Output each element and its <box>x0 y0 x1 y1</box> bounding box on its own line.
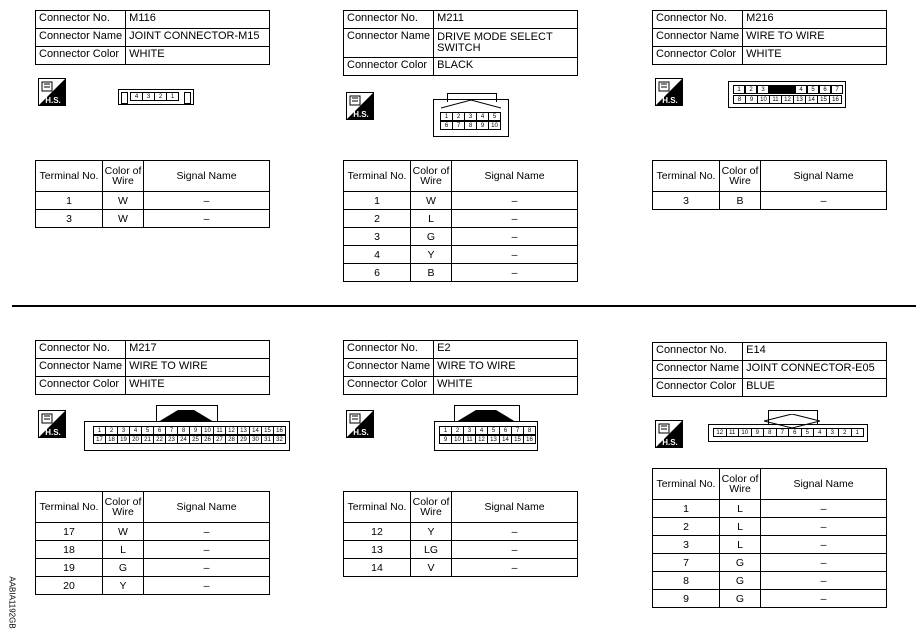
pin-cell: 15 <box>817 95 830 104</box>
pinout-m217 <box>84 405 290 451</box>
wire-color-cell: L <box>103 541 144 559</box>
pin-cell <box>769 85 795 94</box>
terminal-no-cell: 2 <box>344 210 411 228</box>
connector-color-value: WHITE <box>126 377 270 395</box>
terminal-no-cell: 3 <box>653 536 720 554</box>
pin-cell: 11 <box>726 428 740 437</box>
connector-no-value: E14 <box>743 343 887 361</box>
pin-cell: 7 <box>452 121 465 130</box>
signal-name-cell: – <box>144 523 270 541</box>
terminal-no-cell: 9 <box>653 590 720 608</box>
pin-cell: 16 <box>523 435 536 444</box>
pin-cell: 25 <box>189 435 202 444</box>
pin-cell: 12 <box>713 428 727 437</box>
signal-name-cell: – <box>144 210 270 228</box>
col-signal-name: Signal Name <box>452 161 578 192</box>
pin-cell: 23 <box>165 435 178 444</box>
table-row <box>344 192 578 210</box>
connector-no-value: M217 <box>126 341 270 359</box>
signal-name-cell: – <box>452 559 578 577</box>
pin-cell: 13 <box>487 435 500 444</box>
pin-cell: 12 <box>781 95 794 104</box>
pin-cell: 3 <box>826 428 840 437</box>
table-row <box>344 210 578 228</box>
pin-cell: 14 <box>249 426 262 435</box>
terminal-no-cell: 12 <box>344 523 411 541</box>
signal-name-cell: – <box>761 500 887 518</box>
connector-name-value: WIRE TO WIRE <box>434 359 578 377</box>
pin-cell: 8 <box>177 426 190 435</box>
pin-cell: 1 <box>93 426 106 435</box>
signal-name-cell: – <box>452 264 578 282</box>
wire-color-cell: W <box>103 210 144 228</box>
pin-cell: 11 <box>463 435 476 444</box>
col-color-of-wire: Color of Wire <box>411 161 452 192</box>
pin-cell: 18 <box>105 435 118 444</box>
latch-right <box>184 92 191 104</box>
wire-color-cell: L <box>720 536 761 554</box>
wire-color-cell: B <box>411 264 452 282</box>
pinout-m211 <box>433 93 509 137</box>
pin-cell: 11 <box>213 426 226 435</box>
pin-cell: 4 <box>129 426 142 435</box>
pin-cell: 10 <box>201 426 214 435</box>
figure-id: AABIA1192GB <box>7 576 17 629</box>
table-row <box>653 590 887 608</box>
terminal-table-m216 <box>652 160 887 210</box>
wire-color-cell: W <box>103 523 144 541</box>
pin-cell: 2 <box>154 92 167 101</box>
pin-cell: 3 <box>757 85 769 94</box>
terminal-no-cell: 17 <box>36 523 103 541</box>
col-color-of-wire: Color of Wire <box>103 492 144 523</box>
pin-cell: 28 <box>225 435 238 444</box>
signal-name-cell: – <box>761 572 887 590</box>
pin-cell: 10 <box>451 435 464 444</box>
terminal-no-cell: 1 <box>653 500 720 518</box>
pin-cell: 14 <box>499 435 512 444</box>
terminal-no-cell: 3 <box>36 210 103 228</box>
col-color-of-wire: Color of Wire <box>103 161 144 192</box>
terminal-no-cell: 19 <box>36 559 103 577</box>
harness-side-icon <box>38 410 66 438</box>
terminal-no-cell: 2 <box>653 518 720 536</box>
pin-cell: 26 <box>201 435 214 444</box>
pin-cell: 6 <box>440 121 453 130</box>
wire-color-cell: Y <box>411 246 452 264</box>
col-terminal-no: Terminal No. <box>653 469 720 500</box>
pin-cell: 11 <box>769 95 782 104</box>
col-signal-name: Signal Name <box>144 161 270 192</box>
label-connector-color: Connector Color <box>653 47 743 65</box>
table-row <box>653 518 887 536</box>
harness-side-icon <box>655 420 683 448</box>
section-divider <box>12 305 916 307</box>
terminal-no-cell: 13 <box>344 541 411 559</box>
pin-cell: 6 <box>819 85 831 94</box>
table-row <box>344 264 578 282</box>
pin-cell: 4 <box>476 112 489 121</box>
pin-cell: 10 <box>738 428 752 437</box>
label-connector-no: Connector No. <box>36 11 126 29</box>
table-row <box>344 541 578 559</box>
pin-cell: 24 <box>177 435 190 444</box>
wire-color-cell: L <box>411 210 452 228</box>
signal-name-cell: – <box>452 523 578 541</box>
pin-cell: 7 <box>511 426 524 435</box>
label-connector-no: Connector No. <box>653 11 743 29</box>
pin-cell: 7 <box>831 85 843 94</box>
label-connector-color: Connector Color <box>36 377 126 395</box>
label-connector-no: Connector No. <box>653 343 743 361</box>
col-color-of-wire: Color of Wire <box>720 161 761 192</box>
label-connector-color: Connector Color <box>36 47 126 65</box>
table-row <box>36 523 270 541</box>
col-color-of-wire: Color of Wire <box>720 469 761 500</box>
pin-cell: 20 <box>129 435 142 444</box>
pin-cell: 19 <box>117 435 130 444</box>
col-terminal-no: Terminal No. <box>653 161 720 192</box>
pinout-m116 <box>118 89 194 105</box>
signal-name-cell: – <box>452 192 578 210</box>
connector-info-table <box>35 10 270 65</box>
pin-cell: 7 <box>776 428 790 437</box>
pin-cell: 21 <box>141 435 154 444</box>
wire-color-cell: W <box>103 192 144 210</box>
harness-side-icon <box>346 92 374 120</box>
pin-cell: 13 <box>237 426 250 435</box>
table-row <box>36 192 270 210</box>
pin-cell: 10 <box>488 121 501 130</box>
label-connector-color: Connector Color <box>344 377 434 395</box>
table-row <box>36 210 270 228</box>
svg-text:H.S.: H.S. <box>45 96 61 105</box>
pin-cell: 22 <box>153 435 166 444</box>
pin-cell: 8 <box>523 426 536 435</box>
connector-color-value: WHITE <box>743 47 887 65</box>
col-terminal-no: Terminal No. <box>36 161 103 192</box>
connector-info-table-e14 <box>652 342 887 397</box>
pin-cell: 3 <box>117 426 130 435</box>
table-row <box>653 572 887 590</box>
label-connector-no: Connector No. <box>36 341 126 359</box>
svg-text:H.S.: H.S. <box>662 438 678 447</box>
connector-color-value: WHITE <box>434 377 578 395</box>
pin-cell: 5 <box>141 426 154 435</box>
signal-name-cell: – <box>761 590 887 608</box>
pin-cell: 2 <box>745 85 757 94</box>
connector-no-value: M216 <box>743 11 887 29</box>
signal-name-cell: – <box>144 559 270 577</box>
table-row <box>36 577 270 595</box>
signal-name-cell: – <box>144 192 270 210</box>
table-row <box>344 559 578 577</box>
wire-color-cell: G <box>103 559 144 577</box>
terminal-no-cell: 20 <box>36 577 103 595</box>
pin-cell: 10 <box>757 95 770 104</box>
svg-text:H.S.: H.S. <box>353 110 369 119</box>
connector-color-value: WHITE <box>126 47 270 65</box>
wire-color-cell: L <box>720 500 761 518</box>
connector-color-value: BLUE <box>743 379 887 397</box>
label-connector-no: Connector No. <box>344 11 434 29</box>
table-row <box>653 554 887 572</box>
wire-color-cell: L <box>720 518 761 536</box>
pin-cell: 1 <box>851 428 865 437</box>
pin-cell: 6 <box>153 426 166 435</box>
pin-cell: 27 <box>213 435 226 444</box>
table-row <box>344 228 578 246</box>
terminal-table-m116 <box>35 160 270 228</box>
signal-name-cell: – <box>761 192 887 210</box>
connector-color-value: BLACK <box>434 58 578 76</box>
table-row <box>36 541 270 559</box>
signal-name-cell: – <box>761 518 887 536</box>
pinout-m216 <box>728 81 846 108</box>
pin-cell: 9 <box>189 426 202 435</box>
terminal-no-cell: 8 <box>653 572 720 590</box>
pin-cell: 1 <box>733 85 745 94</box>
pin-cell: 9 <box>476 121 489 130</box>
pin-cell: 16 <box>829 95 842 104</box>
pin-cell: 3 <box>142 92 155 101</box>
wire-color-cell: G <box>720 590 761 608</box>
pin-cell: 1 <box>166 92 179 101</box>
col-signal-name: Signal Name <box>761 469 887 500</box>
table-row <box>344 523 578 541</box>
table-row <box>653 192 887 210</box>
label-connector-name: Connector Name <box>36 359 126 377</box>
pin-cell: 8 <box>763 428 777 437</box>
signal-name-cell: – <box>452 541 578 559</box>
col-color-of-wire: Color of Wire <box>411 492 452 523</box>
wire-color-cell: W <box>411 192 452 210</box>
wire-color-cell: V <box>411 559 452 577</box>
col-signal-name: Signal Name <box>144 492 270 523</box>
pin-cell: 15 <box>261 426 274 435</box>
col-terminal-no: Terminal No. <box>344 492 411 523</box>
pin-cell: 1 <box>439 426 452 435</box>
table-row <box>344 246 578 264</box>
wire-color-cell: Y <box>411 523 452 541</box>
label-connector-name: Connector Name <box>344 359 434 377</box>
pin-cell: 32 <box>273 435 286 444</box>
pin-cell: 5 <box>487 426 500 435</box>
pin-cell: 4 <box>130 92 143 101</box>
harness-side-icon <box>346 410 374 438</box>
connector-name-value: JOINT CONNECTOR-E05 <box>743 361 887 379</box>
pin-cell: 5 <box>488 112 501 121</box>
label-connector-name: Connector Name <box>36 29 126 47</box>
pin-cell: 2 <box>838 428 852 437</box>
col-terminal-no: Terminal No. <box>36 492 103 523</box>
terminal-no-cell: 1 <box>36 192 103 210</box>
label-connector-name: Connector Name <box>344 29 434 58</box>
terminal-table-e2 <box>343 491 578 577</box>
wire-color-cell: G <box>411 228 452 246</box>
pin-cell: 13 <box>793 95 806 104</box>
label-connector-name: Connector Name <box>653 361 743 379</box>
pin-cell: 4 <box>475 426 488 435</box>
wire-color-cell: B <box>720 192 761 210</box>
connector-no-value: M211 <box>434 11 578 29</box>
connector-info-table-e2 <box>343 340 578 395</box>
pin-cell: 31 <box>261 435 274 444</box>
table-row <box>36 559 270 577</box>
pin-cell: 5 <box>807 85 819 94</box>
signal-name-cell: – <box>761 536 887 554</box>
harness-side-icon <box>655 78 683 106</box>
signal-name-cell: – <box>452 246 578 264</box>
wire-color-cell: LG <box>411 541 452 559</box>
signal-name-cell: – <box>452 228 578 246</box>
signal-name-cell: – <box>452 210 578 228</box>
connector-info-table-m217 <box>35 340 270 395</box>
pinout-e14 <box>708 410 868 446</box>
pin-cell: 5 <box>801 428 815 437</box>
connector-no-value: M116 <box>126 11 270 29</box>
svg-text:H.S.: H.S. <box>353 428 369 437</box>
svg-text:H.S.: H.S. <box>45 428 61 437</box>
connector-no-value: E2 <box>434 341 578 359</box>
terminal-no-cell: 7 <box>653 554 720 572</box>
connector-name-value: DRIVE MODE SELECT SWITCH <box>434 29 578 58</box>
pin-cell: 6 <box>499 426 512 435</box>
pin-cell: 8 <box>733 95 746 104</box>
pin-cell: 2 <box>452 112 465 121</box>
pin-cell: 2 <box>105 426 118 435</box>
pin-cell: 6 <box>788 428 802 437</box>
pin-cell: 17 <box>93 435 106 444</box>
wire-color-cell: G <box>720 554 761 572</box>
terminal-no-cell: 1 <box>344 192 411 210</box>
pin-cell: 4 <box>813 428 827 437</box>
terminal-table-m211 <box>343 160 578 282</box>
label-connector-color: Connector Color <box>344 58 434 76</box>
terminal-no-cell: 14 <box>344 559 411 577</box>
pin-cell: 12 <box>475 435 488 444</box>
pin-cell: 12 <box>225 426 238 435</box>
signal-name-cell: – <box>144 541 270 559</box>
label-connector-color: Connector Color <box>653 379 743 397</box>
terminal-no-cell: 4 <box>344 246 411 264</box>
pin-cell: 16 <box>273 426 286 435</box>
pin-cell: 9 <box>751 428 765 437</box>
pin-cell: 29 <box>237 435 250 444</box>
signal-name-cell: – <box>144 577 270 595</box>
table-row <box>653 536 887 554</box>
pin-cell: 7 <box>165 426 178 435</box>
pin-cell: 14 <box>805 95 818 104</box>
connector-info-table <box>343 10 578 76</box>
signal-name-cell: – <box>761 554 887 572</box>
pin-cell: 3 <box>464 112 477 121</box>
connector-name-value: WIRE TO WIRE <box>743 29 887 47</box>
table-row <box>653 500 887 518</box>
connector-name-value: WIRE TO WIRE <box>126 359 270 377</box>
col-signal-name: Signal Name <box>761 161 887 192</box>
pinout-e2 <box>434 405 538 451</box>
pin-cell: 9 <box>439 435 452 444</box>
connector-info-table <box>652 10 887 65</box>
terminal-no-cell: 3 <box>344 228 411 246</box>
label-connector-no: Connector No. <box>344 341 434 359</box>
harness-side-icon <box>38 78 66 106</box>
col-terminal-no: Terminal No. <box>344 161 411 192</box>
pin-cell: 15 <box>511 435 524 444</box>
pin-cell: 30 <box>249 435 262 444</box>
pin-cell: 3 <box>463 426 476 435</box>
svg-text:H.S.: H.S. <box>662 96 678 105</box>
pin-cell: 9 <box>745 95 758 104</box>
pin-cell: 2 <box>451 426 464 435</box>
col-signal-name: Signal Name <box>452 492 578 523</box>
pin-cell: 4 <box>795 85 807 94</box>
pin-cell: 1 <box>440 112 453 121</box>
terminal-no-cell: 6 <box>344 264 411 282</box>
terminal-no-cell: 3 <box>653 192 720 210</box>
wire-color-cell: G <box>720 572 761 590</box>
wire-color-cell: Y <box>103 577 144 595</box>
latch-left <box>121 92 128 104</box>
terminal-table-m217 <box>35 491 270 595</box>
terminal-no-cell: 18 <box>36 541 103 559</box>
connector-name-value: JOINT CONNECTOR-M15 <box>126 29 270 47</box>
pin-cell: 8 <box>464 121 477 130</box>
terminal-table-e14 <box>652 468 887 608</box>
label-connector-name: Connector Name <box>653 29 743 47</box>
